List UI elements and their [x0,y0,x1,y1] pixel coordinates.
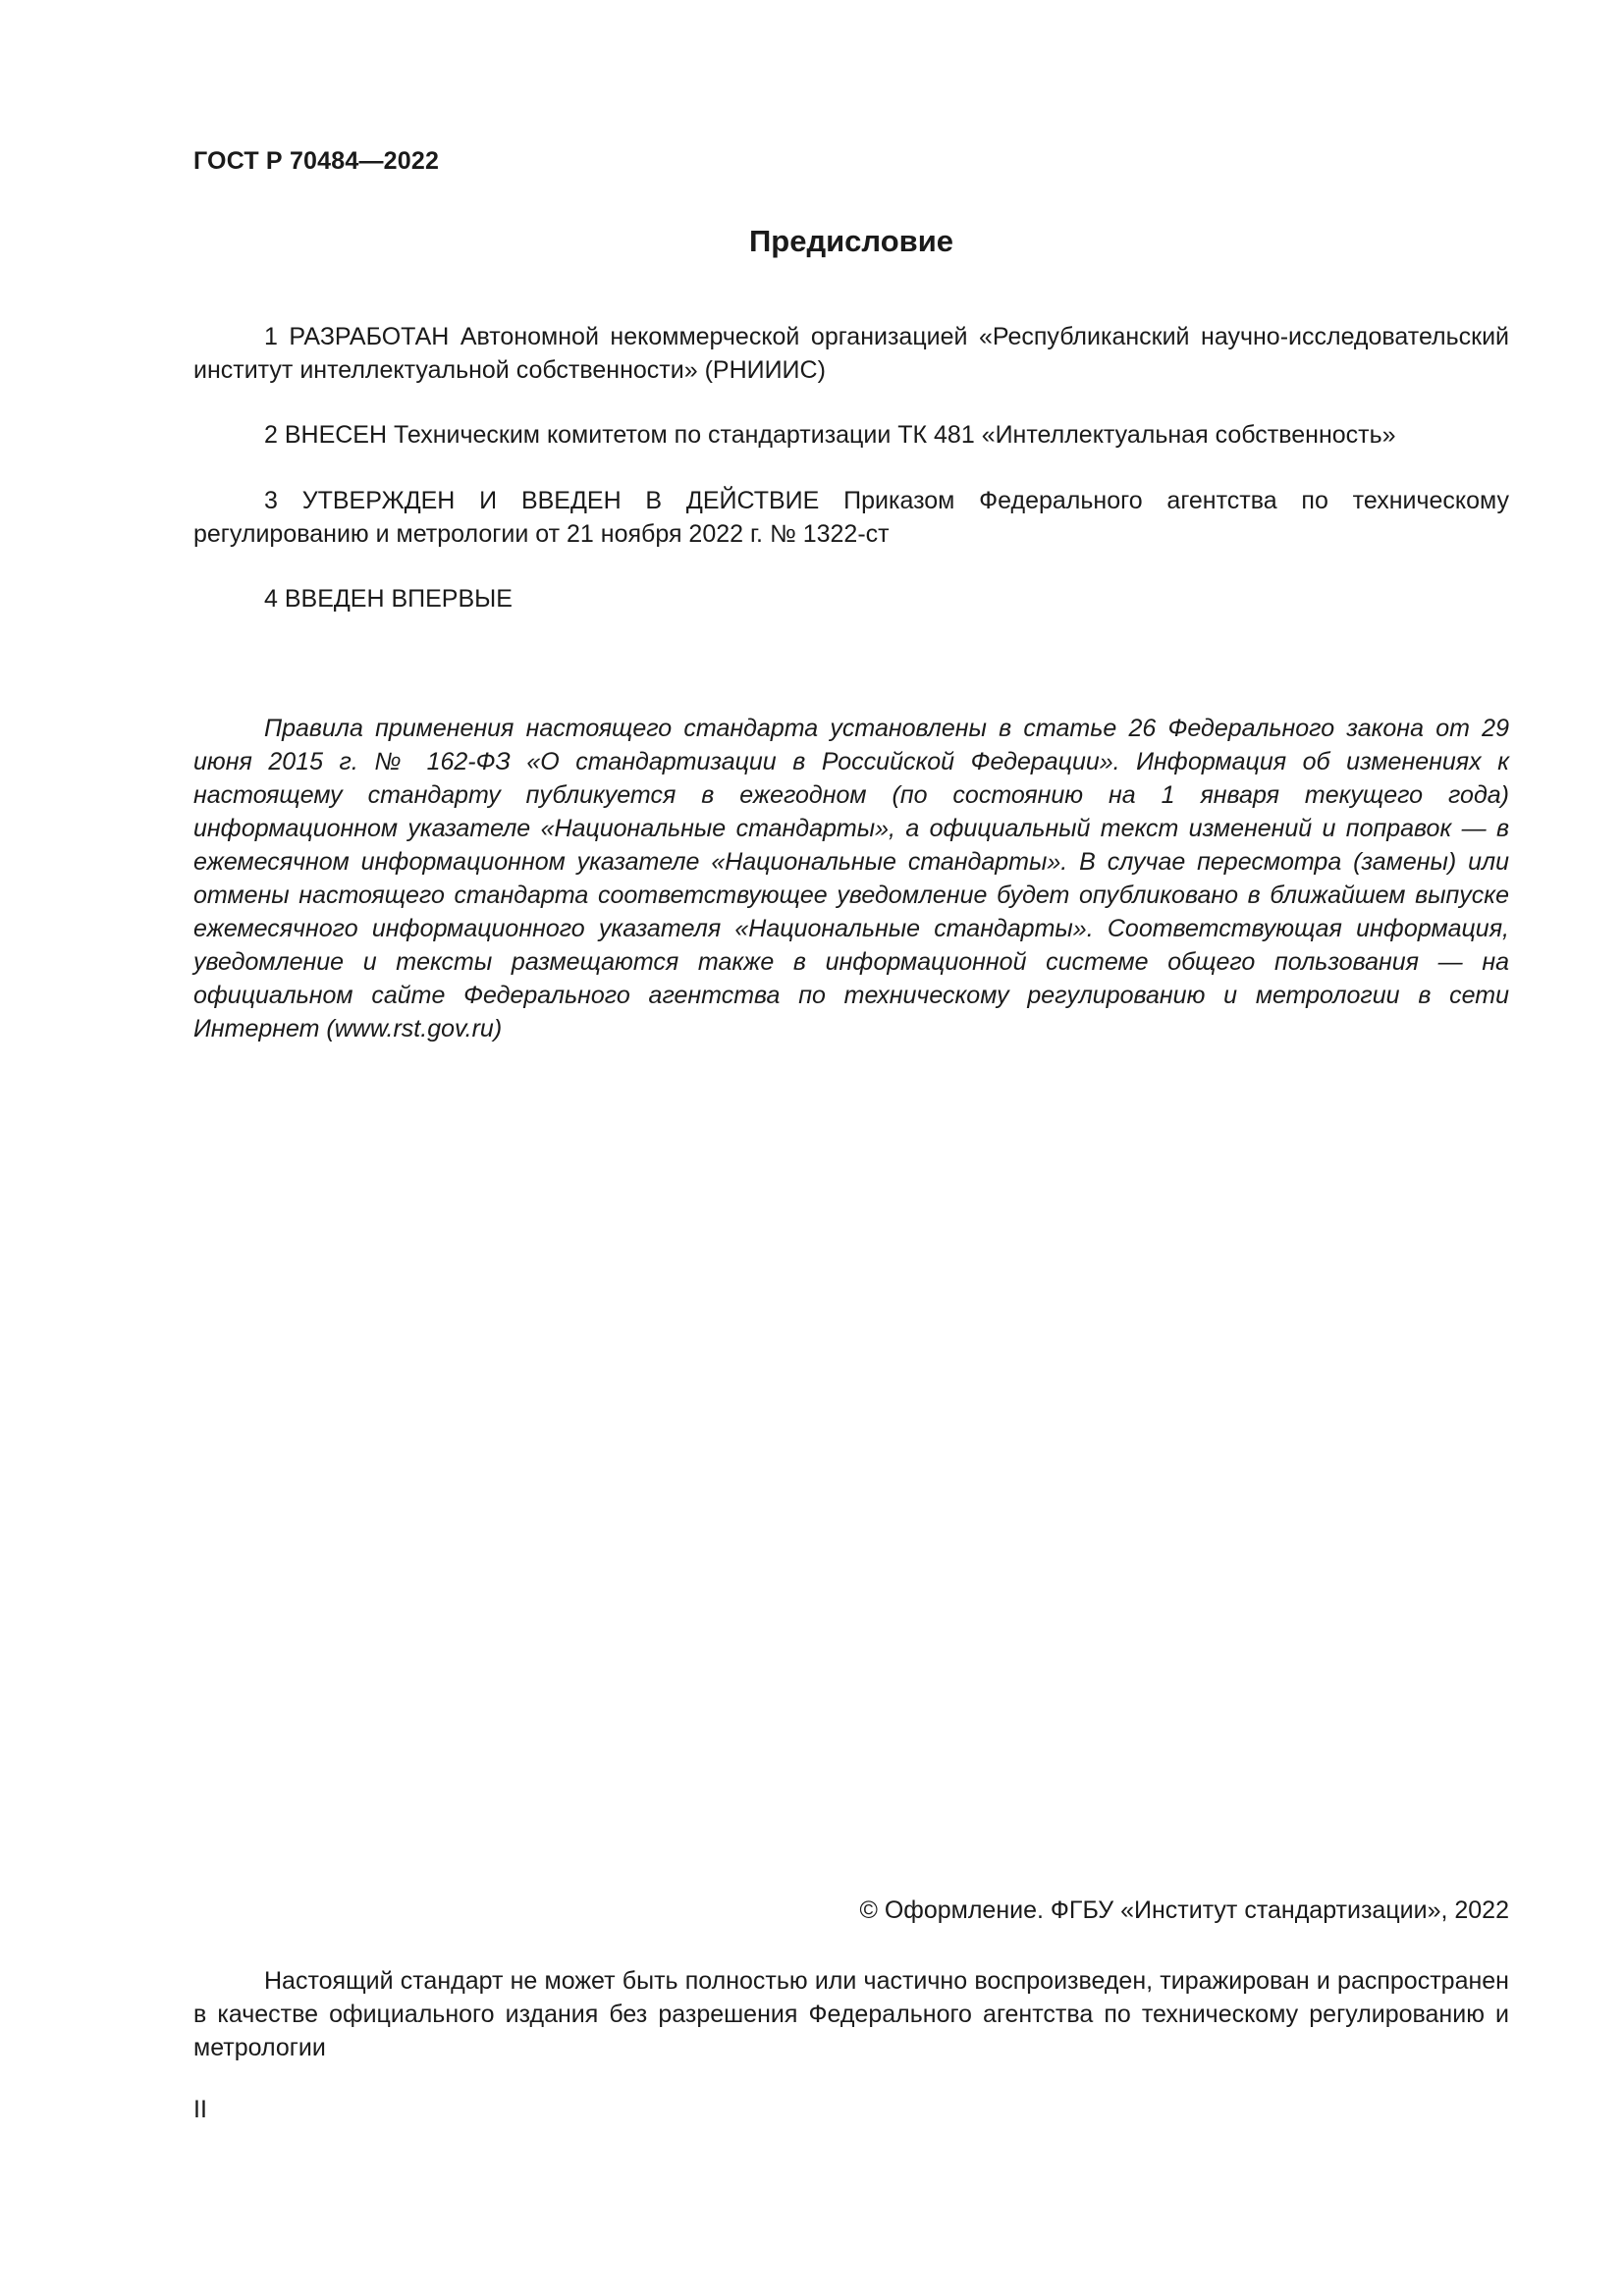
reproduction-notice: Настоящий стандарт не может быть полностью или частично воспроизведен, тиражирован и распространен в качестве официального издания без разрешения Федерального агентства по техническому регулированию и метрологии [193,1967,1509,2061]
standard-code: ГОСТ Р 70484—2022 [193,147,440,175]
foreword-item-first-introduced: 4 ВВЕДЕН ВПЕРВЫЕ [264,585,513,613]
foreword-item-approved: 3 УТВЕРЖДЕН И ВВЕДЕН В ДЕЙСТВИЕ Приказом Федерального агентства по техническому регулированию и метрологии от 21 ноября 2022 г. № 1322-ст [193,487,1509,548]
application-rules-paragraph: Правила применения настоящего стандарта установлены в статье 26 Федерального закона от 29 июня 2015 г. № 162-ФЗ «О стандартизации в Российской Федерации». Информация об изменениях к настоящему стандарту публикуется в ежегодном (по состоянию на 1 января текущего года) информационном указателе «Национальные стандарты», а официальный текст изменений и поправок — в ежемесячном информационном указателе «Национальные стандарты». В случае пересмотра (замены) или отмены настоящего стандарта соответствующее уведомление будет опубликовано в ближайшем выпуске ежемесячного информационного указателя «Национальные стандарты». Соответствующая информация, уведомление и тексты размещаются также в информационной системе общего пользования — на официальном сайте Федерального агентства по техническому регулированию и метрологии в сети Интернет (www.rst.gov.ru) [193,715,1509,1042]
foreword-item-developed: 1 РАЗРАБОТАН Автономной некоммерческой организацией «Республиканский научно-исследовательский институт интеллектуальной собственности» (РНИИИС) [193,323,1509,384]
copyright-line: © Оформление. ФГБУ «Институт стандартизации», 2022 [859,1896,1509,1924]
foreword-title: Предисловие [748,224,953,258]
foreword-item-introduced: 2 ВНЕСЕН Техническим комитетом по стандартизации ТК 481 «Интеллектуальная собственность» [264,421,1396,449]
page-number: II [193,2096,207,2123]
